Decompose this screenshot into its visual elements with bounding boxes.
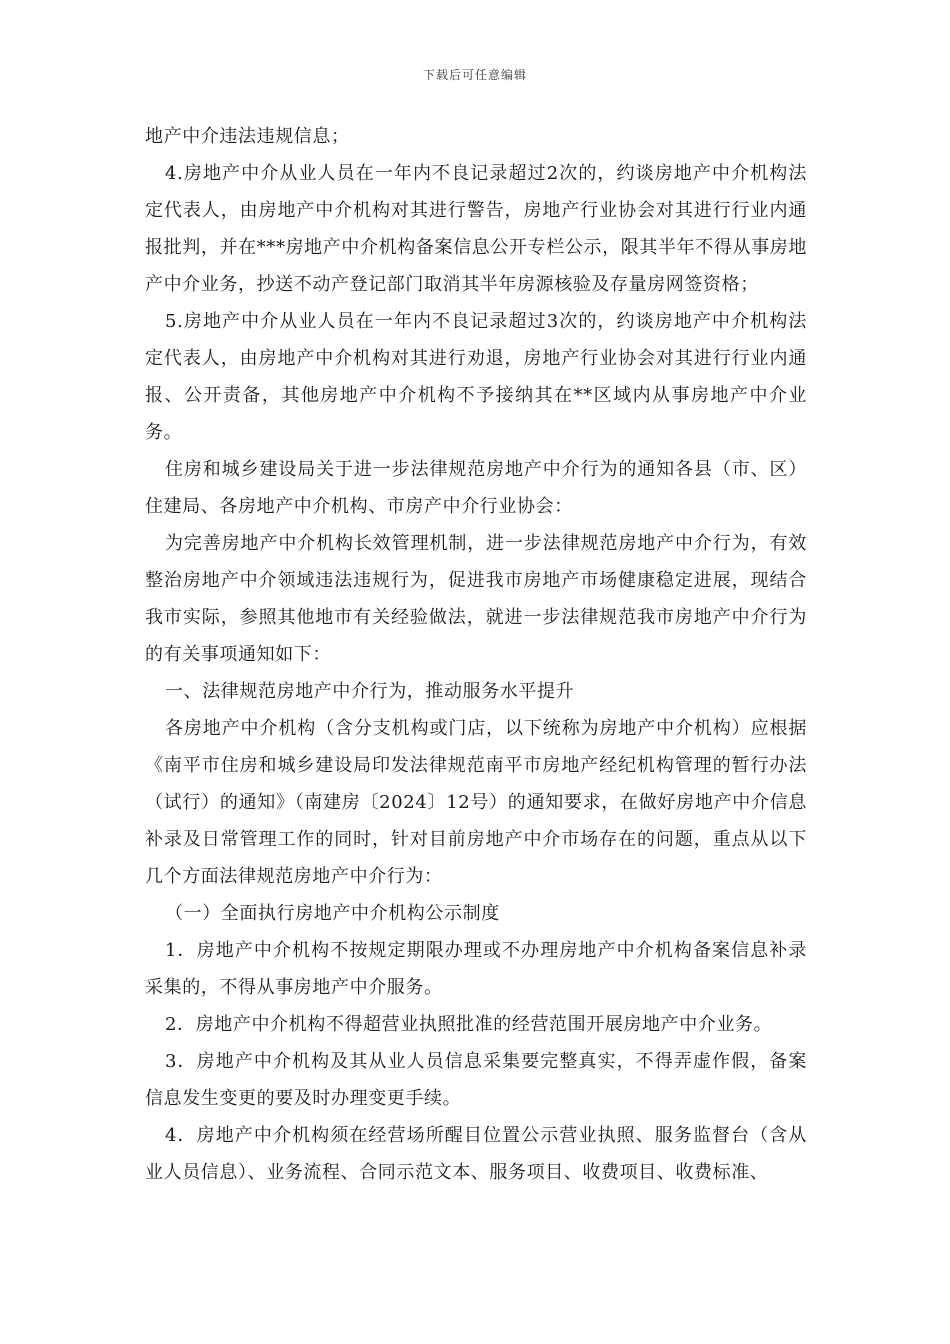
list-item-4: 4．房地产中介机构须在经营场所醒目位置公示营业执照、服务监督台（含从业人员信息）、业务流程、合同示范文本、服务项目、收费项目、收费标准、 [145, 1125, 807, 1183]
paragraph-continuation: 地产中介违法违规信息； [145, 126, 350, 147]
paragraph-item-4-two-records: 4.房地产中介从业人员在一年内不良记录超过2次的，约谈房地产中介机构法定代表人，由房地产中介机构对其进行警告，房地产行业协会对其进行行业内通报批判，并在***房地产中介机构备案信息公开专栏公示，限其半年不得从事房地产中介业务，抄送不动产登记部门取消其半年房源核验及存量房网签资格； [145, 163, 807, 295]
paragraph-notice-title-recipients: 住房和城乡建设局关于进一步法律规范房地产中介行为的通知各县（市、区）住建局、各房地产中介机构、市房产中介行业协会： [145, 459, 807, 517]
list-item-3: 3．房地产中介机构及其从业人员信息采集要完整真实，不得弄虚作假，备案信息发生变更的要及时办理变更手续。 [145, 1051, 807, 1109]
document-body [145, 118, 807, 1191]
paragraph-item-5-three-records: 5.房地产中介从业人员在一年内不良记录超过3次的，约谈房地产中介机构法定代表人，由房地产中介机构对其进行劝退，房地产行业协会对其进行行业内通报、公开责备，其他房地产中介机构不予接纳其在**区域内从事房地产中介业务。 [145, 311, 807, 443]
list-item-1: 1．房地产中介机构不按规定期限办理或不办理房地产中介机构备案信息补录采集的，不得从事房地产中介服务。 [145, 940, 807, 998]
paragraph-notice-intro: 为完善房地产中介机构长效管理机制，进一步法律规范房地产中介行为，有效整治房地产中介领域违法违规行为，促进我市房地产市场健康稳定进展，现结合我市实际，参照其他地市有关经验做法，就进一步法律规范我市房地产中介行为的有关事项通知如下： [145, 533, 807, 665]
subsection-heading-1: （一）全面执行房地产中介机构公示制度 [165, 903, 500, 924]
page-header-note: 下载后可任意编辑 [422, 68, 527, 82]
paragraph-requirements: 各房地产中介机构（含分支机构或门店，以下统称为房地产中介机构）应根据《南平市住房和城乡建设局印发法律规范南平市房地产经纪机构管理的暂行办法（试行）的通知》（南建房〔2024〕12号）的通知要求，在做好房地产中介信息补录及日常管理工作的同时，针对目前房地产中介市场存在的问题，重点从以下几个方面法律规范房地产中介行为： [145, 718, 807, 887]
list-item-2: 2．房地产中介机构不得超营业执照批准的经营范围开展房地产中介业务。 [165, 1014, 773, 1035]
section-heading-1: 一、法律规范房地产中介行为，推动服务水平提升 [165, 681, 575, 702]
